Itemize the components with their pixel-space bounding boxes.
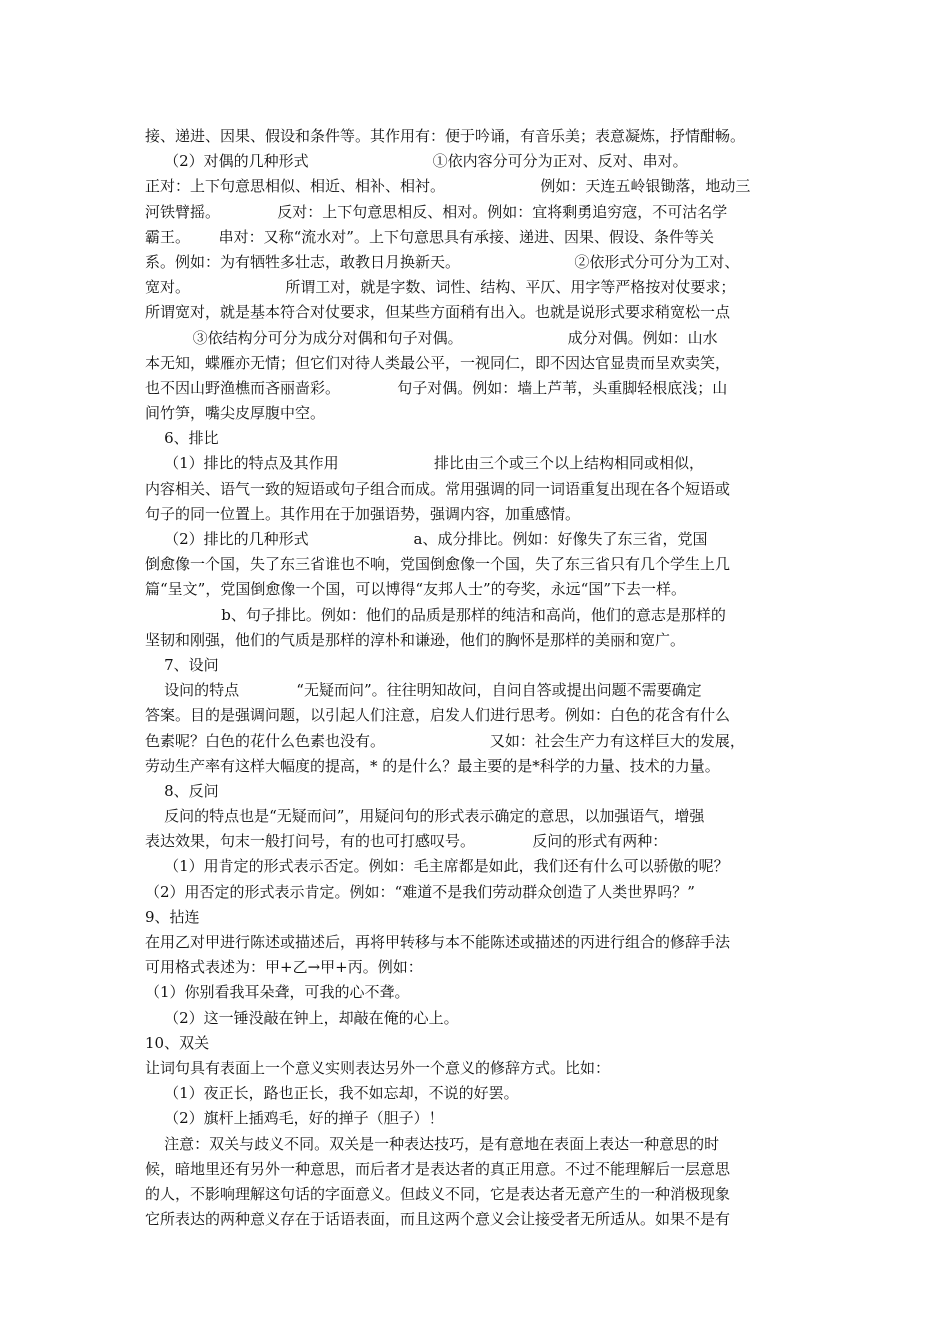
text-line: （2）用否定的形式表示肯定。例如：“难道不是我们劳动群众创造了人类世界吗？” (145, 882, 695, 901)
text-line: 反问的特点也是“无疑而问”，用疑问句的形式表示确定的意思，以加强语气，增强 (145, 807, 705, 826)
text-line: （2）旗杆上插鸡毛，好的掸子（胆子）！ (145, 1109, 444, 1128)
section-heading-shuangguan: 10、双关 (145, 1033, 210, 1052)
text-line: 在用乙对甲进行陈述或描述后，再将甲转移与本不能陈述或描述的丙进行组合的修辞手法 (145, 933, 731, 951)
text-line: 所谓宽对，就是基本符合对仗要求，但某些方面稍有出入。也就是说形式要求稍宽松一点 (145, 303, 731, 322)
section-heading-nianlian: 9、拈连 (145, 907, 200, 926)
text-line: 它所表达的两种意义存在于话语表面，而且这两个意义会让接受者无所适从。如果不是有 (145, 1210, 731, 1229)
text-line: 间竹笋，嘴尖皮厚腹中空。 (145, 404, 326, 423)
text-line: 河铁臂摇。 反对：上下句意思相反、相对。例如：宜将剩勇追穷寇，不可沽名学 (145, 202, 728, 221)
text-line: 色素呢？白色的花什么色素也没有。 又如：社会生产力有这样巨大的发展， (145, 731, 745, 750)
text-line: 倒愈像一个国，失了东三省谁也不响，党国倒愈像一个国，失了东三省只有几个学生上几 (145, 555, 731, 574)
text-line: ③依结构分可分为成分对偶和句子对偶。 成分对偶。例如：山水 (145, 328, 718, 347)
section-heading-fanwen: 8、反问 (145, 781, 219, 800)
text-line: 接、递进、因果、假设和条件等。其作用有：便于吟诵，有音乐美；表意凝炼，抒情酣畅。 (145, 127, 746, 145)
text-line: 注意：双关与歧义不同。双关是一种表达技巧，是有意地在表面上表达一种意思的时 (145, 1134, 720, 1153)
text-line: 答案。目的是强调问题，以引起人们注意，启发人们进行思考。例如：白色的花含有什么 (145, 706, 731, 725)
text-line: 的人，不影响理解这句话的字面意义。但歧义不同，它是表达者无意产生的一种消极现象 (145, 1184, 731, 1203)
section-heading-shewen: 7、设问 (145, 655, 219, 674)
text-line: 可用格式表述为：甲+乙→甲+丙。例如： (145, 958, 423, 977)
text-line: 坚韧和刚强，他们的气质是那样的淳朴和谦逊，他们的胸怀是那样的美丽和宽广。 (145, 630, 686, 649)
text-line: 系。例如：为有牺牲多壮志，敢教日月换新天。 ②依形式分可分为工对、 (145, 252, 740, 271)
text-line: （1）排比的特点及其作用 排比由三个或三个以上结构相同或相似， (145, 454, 704, 473)
document-page (145, 124, 813, 1232)
text-line: （1）你别看我耳朵聋，可我的心不聋。 (145, 983, 410, 1002)
text-line: （2）这一锤没敲在钟上，却敲在俺的心上。 (145, 1008, 459, 1027)
text-line: 正对：上下句意思相似、相近、相补、相衬。 例如：天连五岭银锄落，地动三 (145, 177, 751, 196)
text-line: （1）夜正长，路也正长，我不如忘却，不说的好罢。 (145, 1084, 519, 1103)
text-line: b、句子排比。例如：他们的品质是那样的纯洁和高尚，他们的意志是那样的 (145, 605, 726, 624)
text-line: 候，暗地里还有另外一种意思，而后者才是表达者的真正用意。不过不能理解后一层意思 (145, 1159, 731, 1178)
text-line: 设问的特点 “无疑而问”。往往明知故问，自问自答或提出问题不需要确定 (145, 681, 702, 700)
text-line: 篇“呈文”，党国倒愈像一个国，可以博得“友邦人士”的夸奖，永远“国”下去一样。 (145, 580, 687, 599)
text-line: 内容相关、语气一致的短语或句子组合而成。常用强调的同一词语重复出现在各个短语或 (145, 479, 731, 498)
text-line: 本无知，蝶雁亦无情；但它们对待人类最公平，一视同仁，即不因达官显贵而呈欢卖笑， (145, 353, 731, 372)
text-line: （2）排比的几种形式 a、成分排比。例如：好像失了东三省，党国 (145, 530, 708, 548)
text-line: 劳动生产率有这样大幅度的提高，* 的是什么？最主要的是*科学的力量、技术的力量。 (145, 756, 720, 775)
section-heading-paibi: 6、排比 (145, 429, 219, 448)
text-line: 让词句具有表面上一个意义实则表达另外一个意义的修辞方式。比如： (145, 1058, 611, 1077)
text-line: 表达效果，句末一般打问号，有的也可打感叹号。 反问的形式有两种： (145, 832, 668, 851)
text-line: （2）对偶的几种形式 ①依内容分可分为正对、反对、串对。 (145, 152, 688, 171)
text-line: 霸王。 串对：又称“流水对”。上下句意思具有承接、递进、因果、假设、条件等关 (145, 227, 714, 246)
text-line: 句子的同一位置上。其作用在于加强语势，强调内容，加重感情。 (145, 504, 581, 523)
text-line: 宽对。 所谓工对，就是字数、词性、结构、平仄、用字等严格按对仗要求； (145, 278, 736, 297)
text-line: （1）用肯定的形式表示否定。例如：毛主席都是如此，我们还有什么可以骄傲的呢？ (145, 857, 729, 876)
text-line: 也不因山野渔樵而吝丽啬彩。 句子对偶。例如：墙上芦苇，头重脚轻根底浅；山 (145, 378, 728, 397)
